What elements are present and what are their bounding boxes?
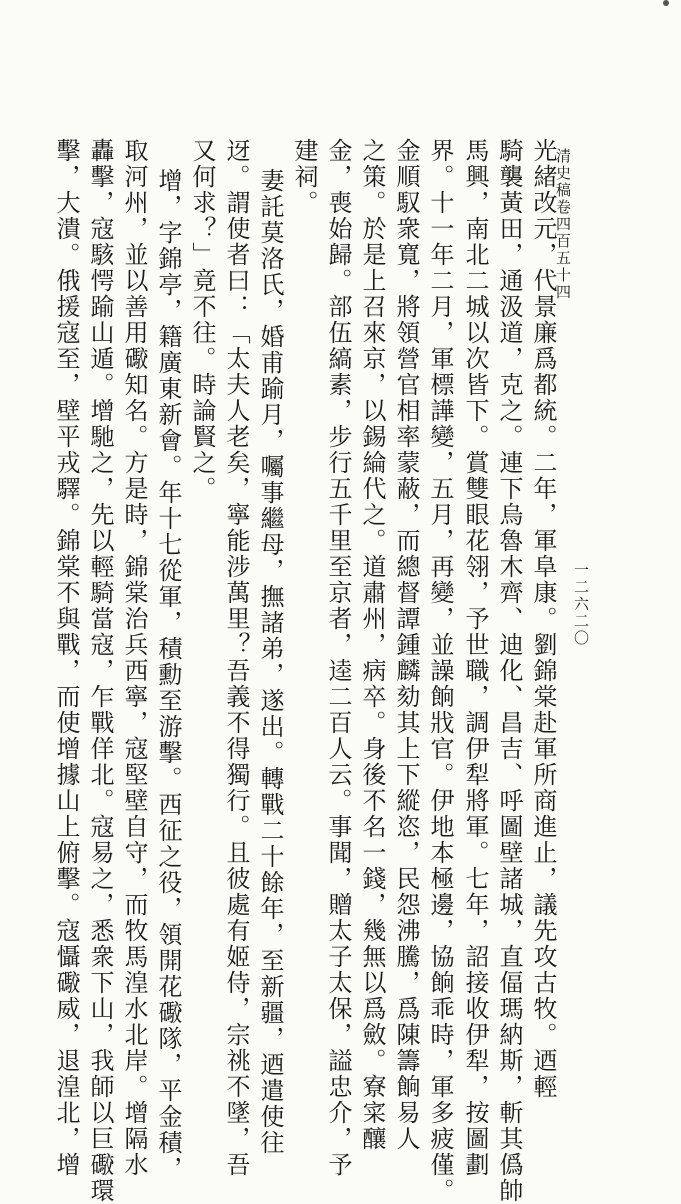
text-column: 取河州，並以善用礮知名。方是時，錦棠治兵西寧，寇堅壁自守，而牧馬湟水北岸。增隔水 [120, 138, 148, 1178]
text-column: 擊，大潰。俄援寇至，壁平戎驛。錦棠不與戰，而使增據山上俯擊。寇懾礮威，退湟北，增 [52, 138, 80, 1178]
text-column: 金，喪始歸。部伍縞素，步行五千里至京者，逵二百人云。事聞，贈太子太保，謚忠介，予 [324, 138, 352, 1178]
corner-mark [663, 0, 669, 6]
text-column: 又何求？」竟不往。時論賢之。 [188, 138, 216, 502]
text-column: 妻託莫洛氏，婚甫踰月，囑事繼母，撫諸弟，遂出。轉戰二十餘年，至新疆，迺遣使往 [256, 168, 284, 1156]
text-column: 轟擊，寇駭愕踰山遁。增馳之，先以輕騎當寇，乍戰佯北。寇易之，悉衆下山，我師以巨礮環 [86, 138, 114, 1204]
text-column: 建祠。 [290, 138, 318, 216]
text-column: 金順馭衆寬，將領營官相率蒙蔽，而總督譚鍾麟劾其上下縱恣，民怨沸騰，爲陳籌餉易人 [392, 138, 420, 1152]
text-column: 界。十一年二月，軍標譁變，五月，再變，並譟餉戕官。伊地本極邊，協餉乖時，軍多疲僅。 [426, 138, 454, 1204]
page-number: 一二六二〇 [572, 562, 590, 647]
text-column: 之策。於是上召來京，以錫綸代之。道肅州，病卒。身後不名一錢，幾無以爲斂。寮寀釀 [358, 138, 386, 1152]
text-column: 馬興，南北二城以次皆下。賞雙眼花翎，予世職，調伊犁將軍。七年，詔接收伊犁，按圖劃 [461, 138, 489, 1178]
text-column: 光緒改元，代景廉爲都統。二年，軍阜康。劉錦棠赴軍所商進止，議先攻古牧。迺輕 [529, 138, 557, 1100]
text-column: 迓。謂使者曰：「太夫人老矣，寧能涉萬里？吾義不得獨行。且彼處有姬侍，宗祧不墜，吾 [222, 138, 250, 1178]
text-column: 騎襲黃田，通汲道，克之。連下烏魯木齊、迪化、昌吉、呼圖壁諸城，直偪瑪納斯，斬其僞帥 [495, 138, 523, 1204]
running-head-title: 清史稿卷四百五十四 [554, 148, 572, 301]
text-column: 增，字錦亭，籍廣東新會。年十七從軍，積勳至游擊。西征之役，領開花礮隊，平金積， [154, 168, 182, 1182]
